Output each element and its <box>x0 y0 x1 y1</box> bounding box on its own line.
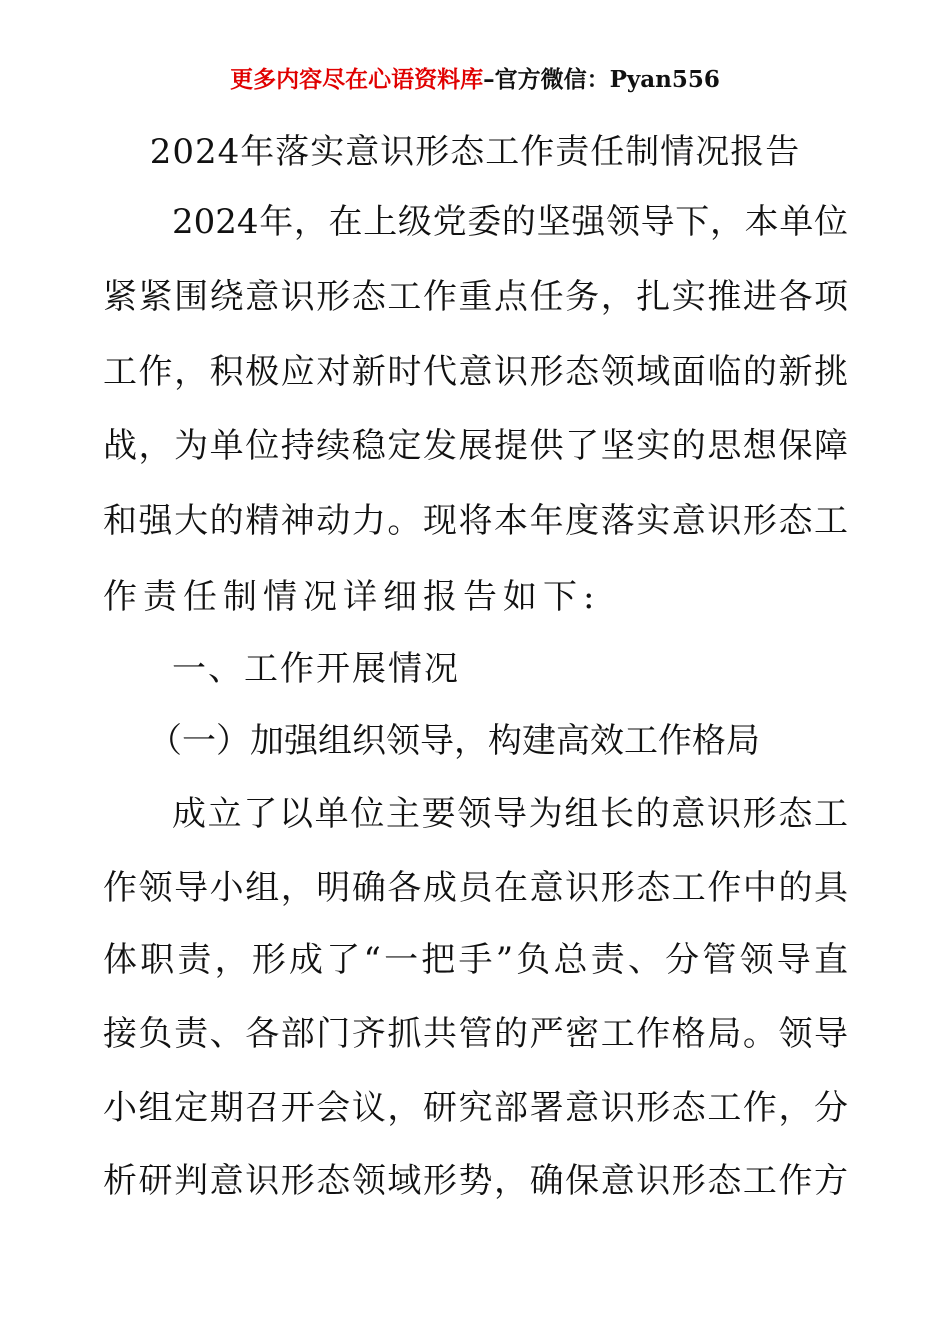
section-heading: 一、工作开展情况 <box>172 649 460 689</box>
document-title: 2024年落实意识形态工作责任制情况报告 <box>149 132 801 172</box>
paragraph-line: 作责任制情况详细报告如下: <box>103 577 601 617</box>
subsection-heading: （一）加强组织领导，构建高效工作格局 <box>148 721 760 761</box>
paragraph-line: 小组定期召开会议，研究部署意识形态工作，分 <box>103 1088 848 1128</box>
watermark-header <box>0 62 950 98</box>
brand-text: 更多内容尽在心语资料库 <box>230 66 484 93</box>
contact-text: –官方微信：Pyan556 <box>483 66 720 93</box>
paragraph-line: 和强大的精神动力。现将本年度落实意识形态工 <box>103 501 848 541</box>
paragraph-line: 工作，积极应对新时代意识形态领域面临的新挑 <box>103 352 848 392</box>
paragraph-line: 成立了以单位主要领导为组长的意识形态工 <box>172 794 848 834</box>
paragraph-line: 紧紧围绕意识形态工作重点任务，扎实推进各项 <box>103 277 848 317</box>
paragraph-line: 析研判意识形态领域形势，确保意识形态工作方 <box>103 1161 848 1201</box>
paragraph-line: 体职责，形成了“一把手”负总责、分管领导直 <box>103 940 848 980</box>
paragraph-line: 战，为单位持续稳定发展提供了坚实的思想保障 <box>103 426 848 466</box>
paragraph-line: 2024年，在上级党委的坚强领导下，本单位 <box>172 202 848 242</box>
paragraph-line: 作领导小组，明确各成员在意识形态工作中的具 <box>103 868 848 908</box>
paragraph-line: 接负责、各部门齐抓共管的严密工作格局。领导 <box>103 1014 848 1054</box>
